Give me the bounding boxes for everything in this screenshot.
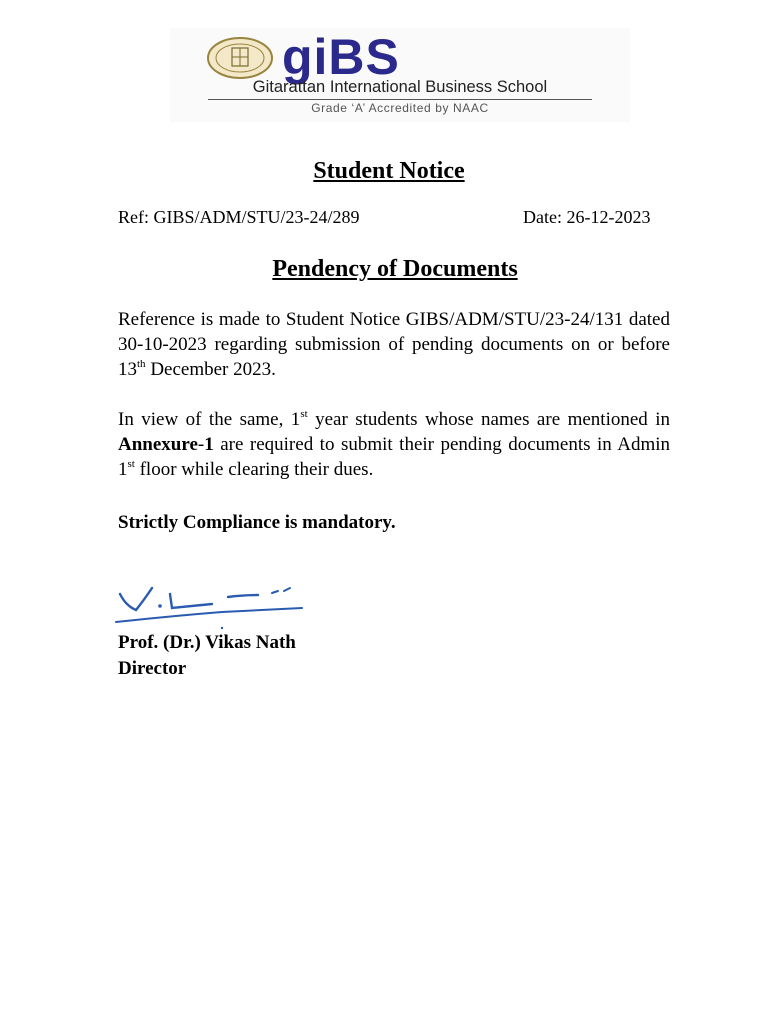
instruction-paragraph (118, 407, 670, 482)
para-text: are required to submit their pending documents in Admin 1 (118, 434, 670, 480)
ordinal-suffix: st (300, 408, 308, 420)
signatory-designation: Director (118, 658, 187, 679)
reference-number: Ref: GIBS/ADM/STU/23-24/289 (118, 207, 360, 227)
compliance-statement: Strictly Compliance is mandatory. (118, 512, 396, 533)
handwritten-signature (112, 570, 312, 634)
ordinal-suffix: th (137, 358, 146, 370)
para-text: December 2023. (145, 359, 276, 380)
para-text: floor while clearing their dues. (134, 459, 374, 480)
signatory-name: Prof. (Dr.) Vikas Nath (118, 632, 296, 653)
letterhead (170, 28, 630, 122)
notice-subject: Pendency of Documents (272, 256, 518, 282)
ordinal-suffix: st (127, 458, 135, 470)
school-name: Gitarattan International Business School (208, 78, 592, 100)
para-text: In view of the same, 1 (118, 409, 301, 430)
para-text: Reference is made to Student Notice GIBS/ADM/STU/23-24/131 dated 30-10-2023 regarding submission of pending documents on or before 13 (118, 309, 670, 380)
annexure-number: 1 (204, 434, 214, 455)
annexure-label: Annexure (118, 434, 198, 455)
brand-logo-text: giBS (282, 29, 400, 85)
para-text: - (197, 434, 205, 455)
para-text: year students whose names are mentioned in (307, 409, 670, 430)
accreditation-text: Grade ‘A’ Accredited by NAAC (311, 101, 489, 115)
notice-title: Student Notice (313, 158, 465, 184)
notice-date: Date: 26-12-2023 (523, 207, 651, 227)
reference-paragraph (118, 307, 670, 382)
college-seal-logo (206, 36, 274, 80)
